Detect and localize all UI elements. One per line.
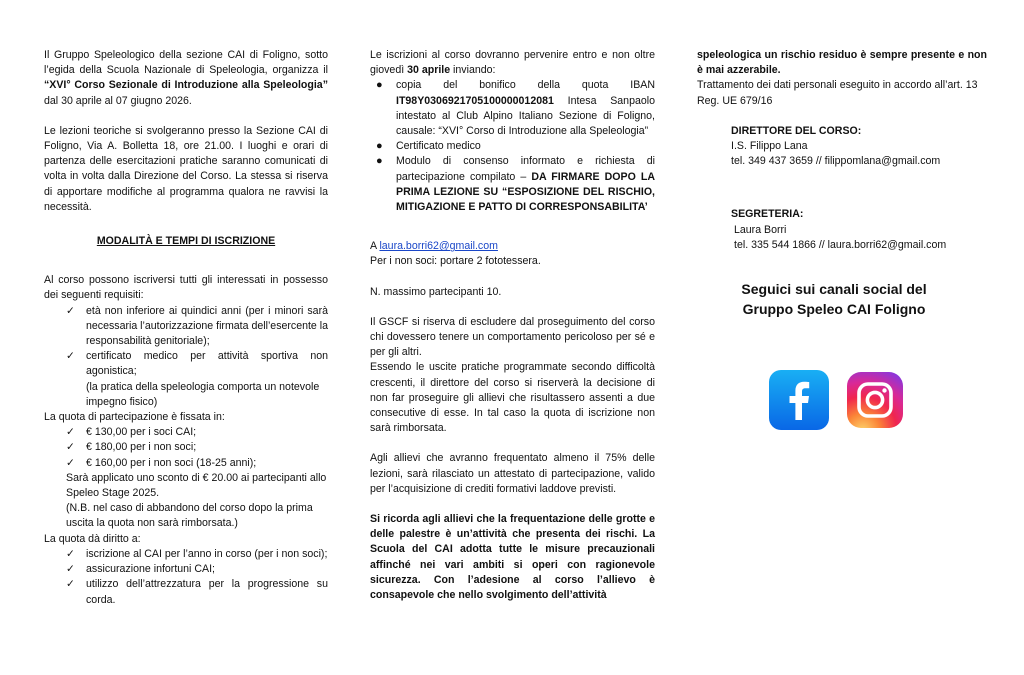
bullet-icon: ● <box>376 79 383 92</box>
check-icon: ✓ <box>66 547 75 560</box>
list-item: ✓ € 180,00 per i non soci; <box>44 440 328 455</box>
refund-note: (N.B. nel caso di abbandono del corso dopo la prima uscita la quota non sarà rimborsata.) <box>66 502 313 530</box>
list-item: ✓ iscrizione al CAI per l’anno in corso (per i non soci); <box>44 547 328 562</box>
facebook-icon[interactable] <box>769 370 829 430</box>
column-right <box>697 48 987 319</box>
instagram-icon[interactable] <box>847 372 903 428</box>
check-icon: ✓ <box>66 563 75 576</box>
check-icon: ✓ <box>66 456 75 469</box>
list-item: ● copia del bonifico della quota IBAN IT98Y0306921705100000012081 Intesa Sanpaolo intestato al Club Alpino Italiano Sezione di Foligno, causale: “XVI° Corso di Introduzione alla Speleologia” <box>376 79 655 138</box>
list-item: ● Modulo di consenso informato e richiesta di partecipazione compilato – DA FIRMARE DOPO LA PRIMA LEZIONE SU “ESPOSIZIONE DEL RISCHIO, MITIGAZIONE E PATTO DI CORRESPONSABILITA’ <box>376 155 655 214</box>
director-title: DIRETTORE DEL CORSO: <box>731 124 862 137</box>
certificate-paragraph: Agli allievi che avranno frequentato almeno il 75% delle lezioni, sarà rilasciato un attestato di partecipazione, valido per l’acquisizione di crediti formativi laddove previsti. <box>370 452 655 495</box>
check-icon: ✓ <box>66 304 75 317</box>
bullet-icon: ● <box>376 155 383 168</box>
lessons-paragraph: Le lezioni teoriche si svolgeranno presso la Sezione CAI di Foligno, Via A. Bolletta 18, ore 21.00. I luoghi e orari di partenza delle esercitazioni pratiche saranno comunicati di volta in volta dalla Direzione del Corso. La stessa si riserva di apportare modifiche al programma qualora ne ravvisi la necessità. <box>44 124 328 213</box>
director-block <box>697 124 987 170</box>
list-item: ● Certificato medico <box>370 139 655 154</box>
director-name: I.S. Filippo Lana <box>731 140 808 153</box>
fee-intro: La quota di partecipazione è fissata in: <box>44 411 225 424</box>
exclusion-paragraph-1: Il GSCF si riserva di escludere dal proseguimento del corso chi dovessero tenere un comportamento pericoloso per sé e per gli altri. <box>370 315 655 359</box>
secretary-title: SEGRETERIA: <box>731 208 804 221</box>
requirement-note: (la pratica della speleologia comporta un notevole impegno fisico) <box>86 380 320 408</box>
course-name: “XVI° Corso Sezionale di Introduzione alla Speleologia” <box>44 79 328 92</box>
section-title: MODALITÀ E TEMPI DI ISCRIZIONE <box>96 235 276 248</box>
requirements-list <box>44 304 328 380</box>
includes-list <box>44 547 328 608</box>
fees-list <box>44 425 328 471</box>
list-item: ✓ età non inferiore ai quindici anni (per i minori sarà necessaria l’autorizzazione firmata dell’esercente la responsabilità genitoriale); <box>66 304 329 348</box>
list-item: ✓ assicurazione infortuni CAI; <box>44 562 328 577</box>
column-left <box>44 48 328 608</box>
eligibility-text: Al corso possono iscriversi tutti gli interessati in possesso dei seguenti requisiti: <box>44 274 328 302</box>
risk-paragraph: Si ricorda agli allievi che la frequentazione delle grotte e delle palestre è un’attività che presenta dei rischi. La Scuola del CAI adotta tutte le misure precauzionali affinché nei vari ambiti si operi con ragionevole sicurezza. Con l’adesione al corso l’allievo è consapevole che nello svolgimento dell’attività <box>370 513 655 602</box>
list-item: ✓ € 160,00 per i non soci (18-25 anni); <box>44 456 328 471</box>
includes-intro: La quota dà diritto a: <box>44 532 141 545</box>
risk-continued: speleologica un rischio residuo è sempre presente e non è mai azzerabile. <box>697 49 987 77</box>
list-item: ✓ utilizzo dell’attrezzatura per la progressione su corda. <box>66 578 328 606</box>
check-icon: ✓ <box>66 441 75 454</box>
social-heading-line-2: Gruppo Speleo CAI Foligno <box>742 301 926 318</box>
secretary-block <box>697 207 987 253</box>
email-link[interactable]: laura.borri62@gmail.com <box>379 240 498 253</box>
secretary-name: Laura Borri <box>734 223 787 236</box>
discount-text: Sarà applicato uno sconto di € 20.00 ai partecipanti allo Speleo Stage 2025. <box>66 471 327 500</box>
director-contact: tel. 349 437 3659 // filippomlana@gmail.com <box>731 155 941 168</box>
check-icon: ✓ <box>66 426 75 439</box>
list-item: ✓ certificato medico per attività sportiva non agonistica; <box>66 350 328 378</box>
social-heading-line-1: Seguici sui canali social del <box>741 281 927 298</box>
list-item: ✓ € 130,00 per i soci CAI; <box>44 425 328 440</box>
registration-intro: Le iscrizioni al corso dovranno pervenire entro e non oltre giovedì 30 aprile inviando: <box>370 49 655 77</box>
max-participants: N. massimo partecipanti 10. <box>370 285 502 298</box>
bullet-icon: ● <box>376 140 383 153</box>
intro-paragraph: Il Gruppo Speleologico della sezione CAI di Foligno, sotto l’egida della Scuola Nazionale di Speleologia, organizza il “XVI° Corso Sezionale di Introduzione alla Speleologia” dal 30 aprile al 07 giugno 2026. <box>44 49 328 107</box>
check-icon: ✓ <box>66 578 75 591</box>
exclusion-paragraph-2: Essendo le uscite pratiche programmate secondo difficoltà crescenti, il direttore del corso si riserverà la decisione di non far proseguire gli allievi che risultassero assenti a due consecutive di esse. In tal caso la quota di iscrizione non sarà rimborsata. <box>370 361 655 435</box>
iban: IT98Y0306921705100000012081 <box>396 94 554 107</box>
send-to-line: A laura.borri62@gmail.com <box>370 240 498 253</box>
secretary-contact: tel. 335 544 1866 // laura.borri62@gmail.com <box>734 238 947 251</box>
check-icon: ✓ <box>66 350 75 363</box>
privacy-text: Trattamento dei dati personali eseguito in accordo all’art. 13 Reg. UE 679/16 <box>697 79 978 107</box>
column-middle <box>370 48 655 603</box>
photos-text: Per i non soci: portare 2 fototessera. <box>370 255 541 268</box>
documents-list <box>370 78 655 215</box>
